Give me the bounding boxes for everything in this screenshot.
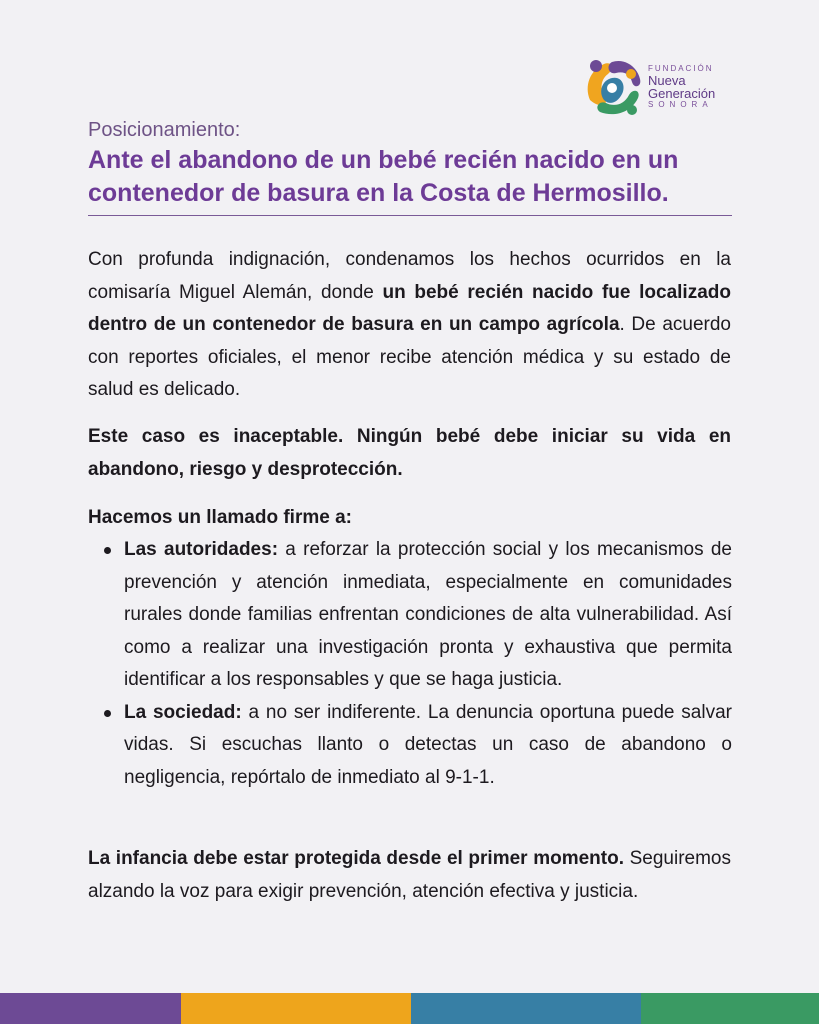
list-item-authorities — [104, 534, 732, 697]
call-list — [104, 534, 732, 794]
closing-text: Seguiremos alzando la voz para exigir prevención, atención efectiva y justicia. — [88, 848, 731, 902]
call-heading: Hacemos un llamado firme a: — [88, 507, 352, 528]
logo-line-fundacion: FUNDACIÓN — [648, 64, 714, 73]
foundation-figures-icon — [582, 56, 644, 118]
foundation-logo — [582, 56, 732, 118]
paragraph-closing — [88, 843, 731, 908]
color-stripe — [0, 993, 819, 1024]
logo-line-nueva: Nueva — [648, 73, 686, 88]
logo-text — [648, 64, 734, 110]
stripe-orange — [181, 993, 411, 1024]
paragraph-intro — [88, 244, 731, 407]
intro-text-start: Con profunda indignación, condenamos los hechos ocurridos en la comisaría Miguel Alemán, donde — [88, 249, 731, 303]
closing-bold: La infancia debe estar protegida desde el primer momento. — [88, 848, 624, 869]
bullet-icon — [104, 710, 111, 717]
list-item-text: a reforzar la protección social y los mecanismos de prevención y atención inmediata, especialmente en comunidades rurales donde familias enfrentan condiciones de alta vulnerabilidad. Así como a realizar una investigación pronta y exhaustiva que permita identificar a los responsables y que se haga justicia. — [124, 539, 732, 690]
page-title: Ante el abandono de un bebé recién nacido en un contenedor de basura en la Costa de Hermosillo. — [88, 146, 679, 207]
stripe-purple — [0, 993, 181, 1024]
stripe-blue — [411, 993, 641, 1024]
list-item-label: La sociedad: — [124, 701, 242, 723]
intro-bold-fact: un bebé recién nacido fue localizado dentro de un contenedor de basura en un campo agrícola — [88, 281, 731, 335]
logo-line-sonora: SONORA — [648, 100, 713, 109]
logo-line-generacion: Generación — [648, 86, 716, 101]
pre-title: Posicionamiento: — [88, 119, 241, 141]
bullet-icon — [104, 547, 111, 554]
paragraph-unacceptable: Este caso es inaceptable. Ningún bebé debe iniciar su vida en abandono, riesgo y desprotección. — [88, 426, 731, 480]
list-item-text: a no ser indiferente. La denuncia oportuna puede salvar vidas. Si escuchas llanto o detectas un caso de abandono o negligencia, repórtalo de inmediato al 9-1-1. — [124, 701, 732, 788]
list-item-label: Las autoridades: — [124, 539, 279, 560]
title-divider — [88, 215, 732, 216]
list-item-society — [104, 697, 732, 795]
stripe-green — [641, 993, 819, 1024]
intro-text-end: . De acuerdo con reportes oficiales, el menor recibe atención médica y su estado de salud es delicado. — [88, 314, 731, 400]
